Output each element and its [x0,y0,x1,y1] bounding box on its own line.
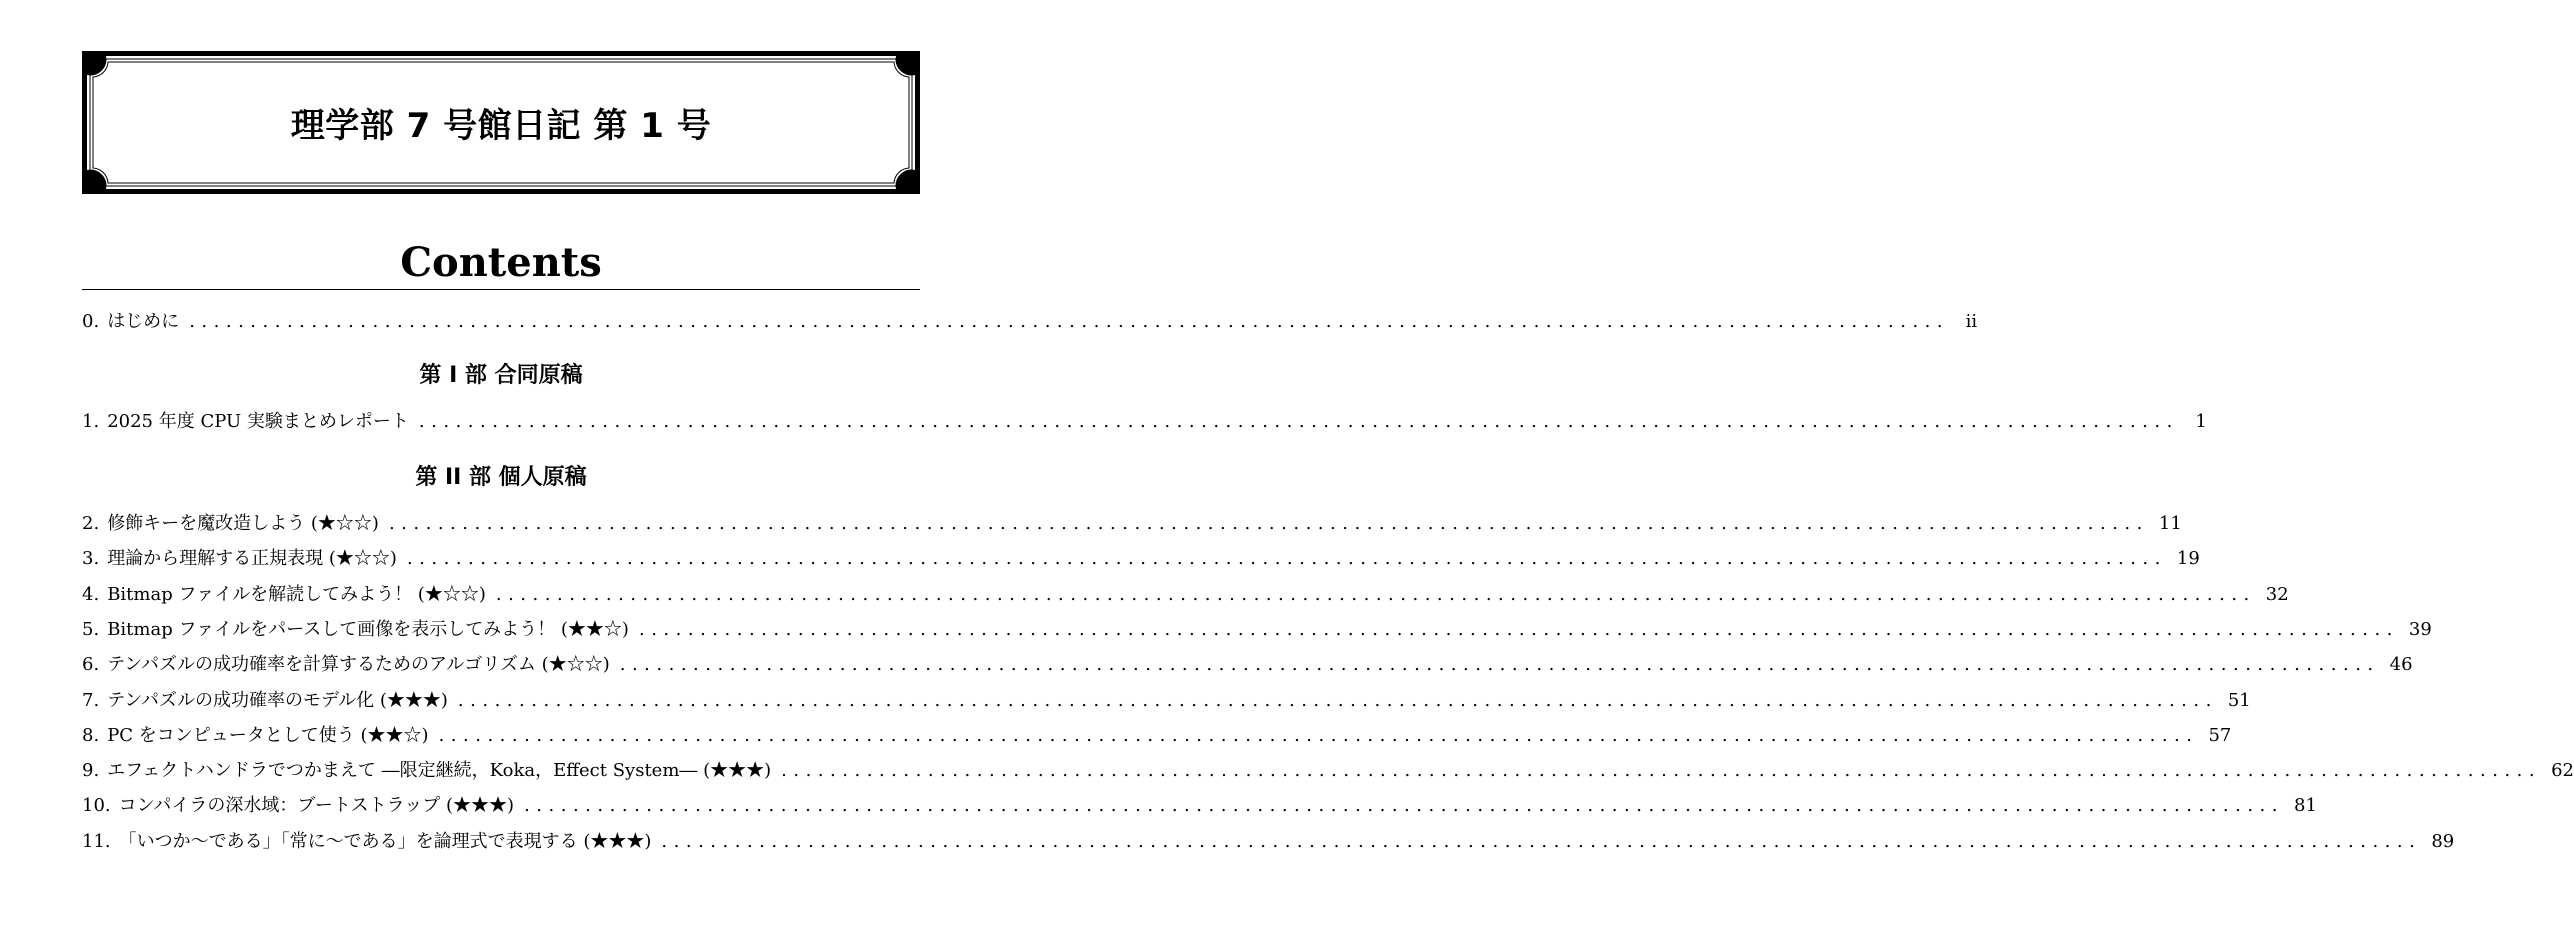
entry-title: Bitmap ファイルをパースして画像を表示してみよう！ (★★☆) [107,619,629,640]
entry-number: 5. [82,619,100,640]
entry-number: 1. [82,411,100,432]
toc-entry-8[interactable] [82,723,2232,749]
entry-number: 9. [82,760,100,781]
entry-number: 10. [82,795,111,816]
entry-page: 1 [2195,411,2207,432]
leader-dots: ................................................................................................................................................ [406,548,2167,569]
toc-entry-11[interactable] [82,829,2455,855]
entry-page: 11 [2158,513,2182,534]
entry-title: 理論から理解する正規表現 (★☆☆) [107,548,397,569]
entry-title: はじめに [107,311,180,332]
entry-page: 89 [2431,831,2455,852]
entry-title: エフェクトハンドラでつかまえて ―限定継続，Koka，Effect System― (★★★) [107,760,772,781]
entry-number: 11. [82,831,111,852]
entry-page: 46 [2389,654,2413,675]
entry-title: 「いつか〜である」「常に〜である」を論理式で表現する (★★★) [118,831,652,852]
entry-page: 39 [2408,619,2432,640]
leader-dots: ................................................................................................................................................ [438,725,2199,746]
entry-page: 62 [2551,760,2574,781]
entry-title: Bitmap ファイルを解読してみよう！ (★☆☆) [107,584,486,605]
entry-page: ii [1965,311,1978,332]
entry-number: 2. [82,513,100,534]
document-title: 理学部 7 号館日記 第 1 号 [290,106,712,146]
toc-entry-1[interactable] [82,409,2207,435]
part-heading-1: 第 I 部 合同原稿 [419,363,583,388]
toc-entry-10[interactable] [82,793,2317,819]
toc-entry-6[interactable] [82,652,2413,678]
entry-number: 3. [82,548,100,569]
contents-divider [82,289,920,290]
leader-dots: ................................................................................................................................................ [661,831,2422,852]
leader-dots: ................................................................................................................................................ [189,311,1950,332]
entry-number: 8. [82,725,100,746]
entry-page: 32 [2265,584,2289,605]
entry-title: 2025 年度 CPU 実験まとめレポート [107,411,409,432]
entry-title: PC をコンピュータとして使う (★★☆) [107,725,429,746]
leader-dots: ................................................................................................................................................ [524,795,2284,816]
toc-entry-3[interactable] [82,546,2200,572]
contents-heading: Contents [400,239,602,286]
toc-entry-7[interactable] [82,688,2251,714]
entry-title: テンパズルの成功確率を計算するためのアルゴリズム (★☆☆) [107,654,610,675]
part-heading-2: 第 II 部 個人原稿 [415,465,587,490]
entry-title: テンパズルの成功確率のモデル化 (★★★) [107,690,448,711]
leader-dots: ................................................................................................................................................ [388,513,2149,534]
entry-number: 0. [82,311,100,332]
leader-dots: ................................................................................................................................................ [457,690,2218,711]
leader-dots: ................................................................................................................................................ [781,760,2542,781]
entry-page: 51 [2227,690,2251,711]
entry-title: 修飾キーを魔改造しよう (★☆☆) [107,513,379,534]
toc-entry-5[interactable] [82,617,2432,643]
leader-dots: ................................................................................................................................................ [418,411,2179,432]
entry-title: コンパイラの深水域：ブートストラップ (★★★) [118,795,515,816]
entry-page: 19 [2176,548,2200,569]
entry-page: 57 [2208,725,2232,746]
entry-number: 6. [82,654,100,675]
entry-number: 7. [82,690,100,711]
toc-entry-2[interactable] [82,511,2182,537]
entry-page: 81 [2294,795,2317,816]
entry-number: 4. [82,584,100,605]
leader-dots: ................................................................................................................................................ [619,654,2380,675]
toc-entry-9[interactable] [82,758,2574,784]
leader-dots: ................................................................................................................................................ [638,619,2399,640]
leader-dots: ................................................................................................................................................ [495,584,2256,605]
title-frame [82,51,920,194]
toc-entry-4[interactable] [82,582,2289,608]
toc-entry-intro[interactable] [82,309,1978,335]
